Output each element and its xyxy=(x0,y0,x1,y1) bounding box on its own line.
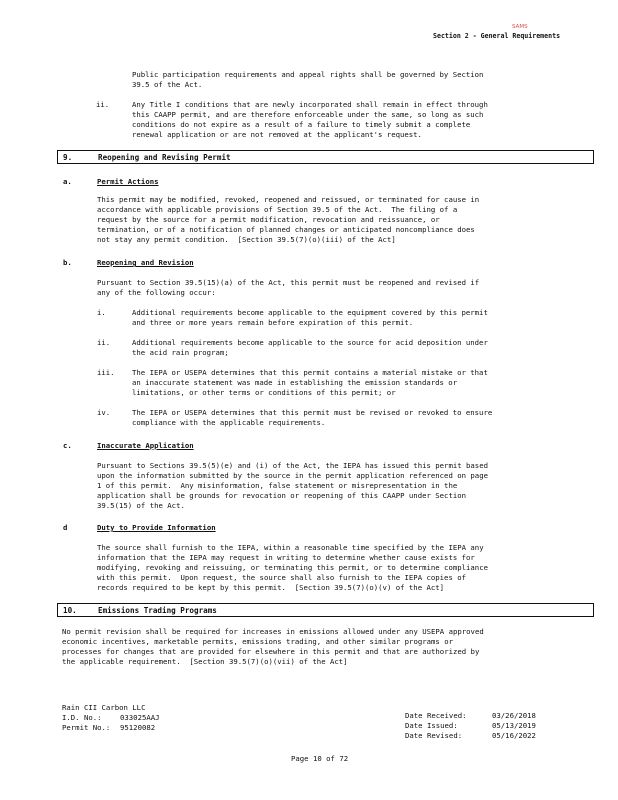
footer-permit-value: 95120082 xyxy=(120,723,156,732)
footer-received-label: Date Received: xyxy=(405,711,467,720)
s9b-i-l1: Additional requirements become applicable to the equipment covered by this permit xyxy=(132,308,488,317)
s9c-l3: 1 of this permit. Any misinformation, false statement or misrepresentation in the xyxy=(97,481,458,490)
red-stamp: SAMS xyxy=(512,24,528,30)
s9c-label: c. xyxy=(63,441,72,450)
s9d-l3: modifying, revoking and reissuing, or terminating this permit, or to determine compliance xyxy=(97,563,488,572)
s9b-iv-l1: The IEPA or USEPA determines that this permit must be revised or revoked to ensure xyxy=(132,408,493,417)
intro-ii-l1: Any Title I conditions that are newly incorporated shall remain in effect through xyxy=(132,100,488,109)
footer-revised-value: 05/16/2022 xyxy=(492,731,536,740)
section-9-title: Reopening and Revising Permit xyxy=(98,153,231,162)
section-9-header xyxy=(57,150,594,164)
s9d-l4: with this permit. Upon request, the source shall also furnish to the IEPA copies of xyxy=(97,573,467,582)
intro-ii-l3: conditions do not expire as a result of a failure to timely submit a complete xyxy=(132,120,471,129)
s9b-iv-l2: compliance with the applicable requirements. xyxy=(132,418,326,427)
s9d-label: d xyxy=(63,523,68,532)
s9a-l2: accordance with applicable provisions of Section 39.5 of the Act. The filing of a xyxy=(97,205,458,214)
page-header: Section 2 - General Requirements xyxy=(433,32,561,40)
s9b-i-l2: and three or more years remain before expiration of this permit. xyxy=(132,318,414,327)
intro-p1-l1: Public participation requirements and appeal rights shall be governed by Section xyxy=(132,70,484,79)
page-number: Page 10 of 72 xyxy=(291,754,349,763)
s9b-intro-l2: any of the following occur: xyxy=(97,288,216,297)
s9a-label: a. xyxy=(63,177,72,186)
s9b-intro-l1: Pursuant to Section 39.5(15)(a) of the Act, this permit must be reopened and revised if xyxy=(97,278,480,287)
s9a-l4: termination, or of a notification of planned changes or anticipated noncompliance does xyxy=(97,225,475,234)
s9b-iii-l2: an inaccurate statement was made in establishing the emission standards or xyxy=(132,378,458,387)
footer-issued-label: Date Issued: xyxy=(405,721,458,730)
s9a-l5: not stay any permit condition. [Section 39.5(7)(o)(iii) of the Act] xyxy=(97,235,396,244)
s9d-l1: The source shall furnish to the IEPA, within a reasonable time specified by the IEPA any xyxy=(97,543,484,552)
s9d-l5: records required to be kept by this permit. [Section 39.5(7)(o)(v) of the Act] xyxy=(97,583,445,592)
s9b-iv-label: iv. xyxy=(97,408,111,417)
s9a-l1: This permit may be modified, revoked, reopened and reissued, or terminated for cause in xyxy=(97,195,480,204)
intro-ii-l4: renewal application or are not removed at the applicant's request. xyxy=(132,130,422,139)
section-10-title: Emissions Trading Programs xyxy=(98,606,217,615)
s9b-i-label: i. xyxy=(97,308,106,317)
footer-issued-value: 05/13/2019 xyxy=(492,721,536,730)
s9d-l2: information that the IEPA may request in writing to determine whether cause exists for xyxy=(97,553,475,562)
footer-id-label: I.D. No.: xyxy=(62,713,102,722)
s9a-l3: request by the source for a permit modification, revocation and reissuance, or xyxy=(97,215,440,224)
section-9-number: 9. xyxy=(63,153,73,162)
s9b-iii-label: iii. xyxy=(97,368,115,377)
intro-p1-l2: 39.5 of the Act. xyxy=(132,80,203,89)
s9c-l4: application shall be grounds for revocation or reopening of this CAAPP under Section xyxy=(97,491,467,500)
footer-received-value: 03/26/2018 xyxy=(492,711,536,720)
s9b-heading: Reopening and Revision xyxy=(97,258,194,267)
s10-l2: economic incentives, marketable permits, emissions trading, and other similar programs or xyxy=(62,637,453,646)
s9c-heading: Inaccurate Application xyxy=(97,441,194,450)
s9b-label: b. xyxy=(63,258,72,267)
s10-l1: No permit revision shall be required for increases in emissions allowed under any USEPA approved xyxy=(62,627,484,636)
section-10-number: 10. xyxy=(63,606,77,615)
footer-permit-label: Permit No.: xyxy=(62,723,111,732)
s10-l4: the applicable requirement. [Section 39.5(7)(o)(vii) of the Act] xyxy=(62,657,348,666)
s9d-heading: Duty to Provide Information xyxy=(97,523,216,532)
s10-l3: processes for changes that are provided for elsewhere in this permit and that are authorized by xyxy=(62,647,480,656)
s9b-iii-l1: The IEPA or USEPA determines that this permit contains a material mistake or that xyxy=(132,368,488,377)
s9a-heading: Permit Actions xyxy=(97,177,159,186)
s9c-l5: 39.5(15) of the Act. xyxy=(97,501,185,510)
s9b-iii-l3: limitations, or other terms or conditions of this permit; or xyxy=(132,388,396,397)
section-10-header xyxy=(57,603,594,617)
s9b-ii-l1: Additional requirements become applicable to the source for acid deposition under xyxy=(132,338,488,347)
s9c-l2: upon the information submitted by the source in the permit application referenced on page xyxy=(97,471,488,480)
s9c-l1: Pursuant to Sections 39.5(5)(e) and (i) of the Act, the IEPA has issued this permit based xyxy=(97,461,488,470)
intro-ii-l2: this CAAPP permit, and are therefore enforceable under the same, so long as such xyxy=(132,110,484,119)
intro-ii-label: ii. xyxy=(96,100,110,109)
footer-id-value: 033025AAJ xyxy=(120,713,160,722)
footer-company: Rain CII Carbon LLC xyxy=(62,703,146,712)
s9b-ii-l2: the acid rain program; xyxy=(132,348,229,357)
s9b-ii-label: ii. xyxy=(97,338,111,347)
footer-revised-label: Date Revised: xyxy=(405,731,463,740)
